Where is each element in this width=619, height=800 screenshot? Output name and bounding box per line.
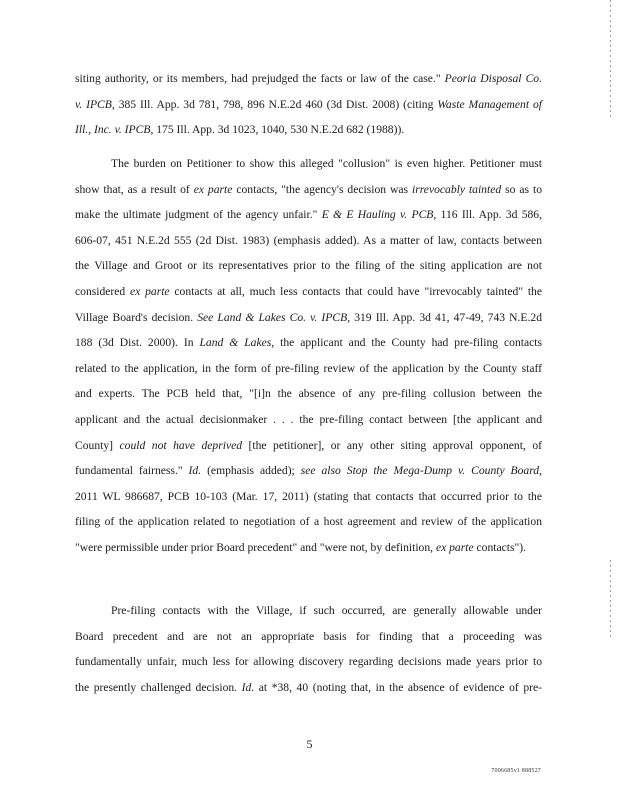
text-line: applicant and the actual decisionmaker . . . the pre-filing contact between [the applicant and [75, 412, 542, 426]
text-line: related to the application, in the form of pre-filing review of the application by the County staff [75, 361, 542, 375]
text-line: siting authority, or its members, had prejudged the facts or law of the case." Peoria Disposal Co. [75, 72, 542, 85]
text-line: considered ex parte contacts at all, much less contacts that could have "irrevocably tainted" the [75, 284, 543, 298]
text-line: filing of the application related to negotiation of a host agreement and review of the application [75, 515, 542, 529]
text-line: Pre-filing contacts with the Village, if such occurred, are generally allowable under [111, 604, 542, 617]
text-line: fundamental fairness." Id. (emphasis added); see also Stop the Mega-Dump v. County Board, [75, 464, 543, 478]
text-line: County] could not have deprived [the petitioner], or any other siting approval opponent, of [75, 438, 542, 452]
scan-edge-mark [610, 0, 611, 120]
text-line: the presently challenged decision. Id. at *38, 40 (noting that, in the absence of evidence of pre- [75, 680, 542, 694]
text-line: "were permissible under prior Board precedent" and "were not, by definition, ex parte contacts"). [75, 540, 526, 554]
text-line: 188 (3d Dist. 2000). In Land & Lakes, the applicant and the County had pre-filing contacts [75, 336, 542, 350]
paragraph-continuation [75, 66, 542, 143]
text-line: Ill., Inc. v. IPCB, 175 Ill. App. 3d 1023, 1040, 530 N.E.2d 682 (1988)). [75, 123, 405, 137]
text-line: make the ultimate judgment of the agency unfair." E & E Hauling v. PCB, 116 Ill. App. 3d 586, [75, 208, 542, 222]
page-number: 5 [306, 737, 313, 751]
text-line: Board precedent and are not an appropriate basis for finding that a proceeding was [75, 629, 542, 643]
paragraph-prefiling [75, 598, 542, 700]
scan-edge-mark [610, 560, 611, 640]
text-line: The burden on Petitioner to show this alleged "collusion" is even higher. Petitioner must [111, 157, 542, 170]
text-line: fundamentally unfair, much less for allowing discovery regarding decisions made years prior to [75, 655, 542, 669]
text-line: the Village and Groot or its representatives prior to the filing of the siting application are not [75, 259, 542, 273]
text-line: Village Board's decision. See Land & Lakes Co. v. IPCB, 319 Ill. App. 3d 41, 47-49, 743 N.E.2d [75, 310, 542, 324]
text-line: v. IPCB, 385 Ill. App. 3d 781, 798, 896 N.E.2d 460 (3d Dist. 2008) (citing Waste Management of [75, 97, 543, 111]
document-id: 7006685v1 888527 [491, 768, 541, 774]
text-line: show that, as a result of ex parte contacts, "the agency's decision was irrevocably tainted so as to [75, 182, 542, 196]
text-line: 2011 WL 986687, PCB 10-103 (Mar. 17, 2011) (stating that contacts that occurred prior to the [75, 489, 542, 503]
text-line: and experts. The PCB held that, "[i]n the absence of any pre-filing collusion between the [75, 387, 542, 401]
paragraph-burden [75, 151, 542, 561]
text-line: 606-07, 451 N.E.2d 555 (2d Dist. 1983) (emphasis added). As a matter of law, contacts between [75, 233, 542, 247]
